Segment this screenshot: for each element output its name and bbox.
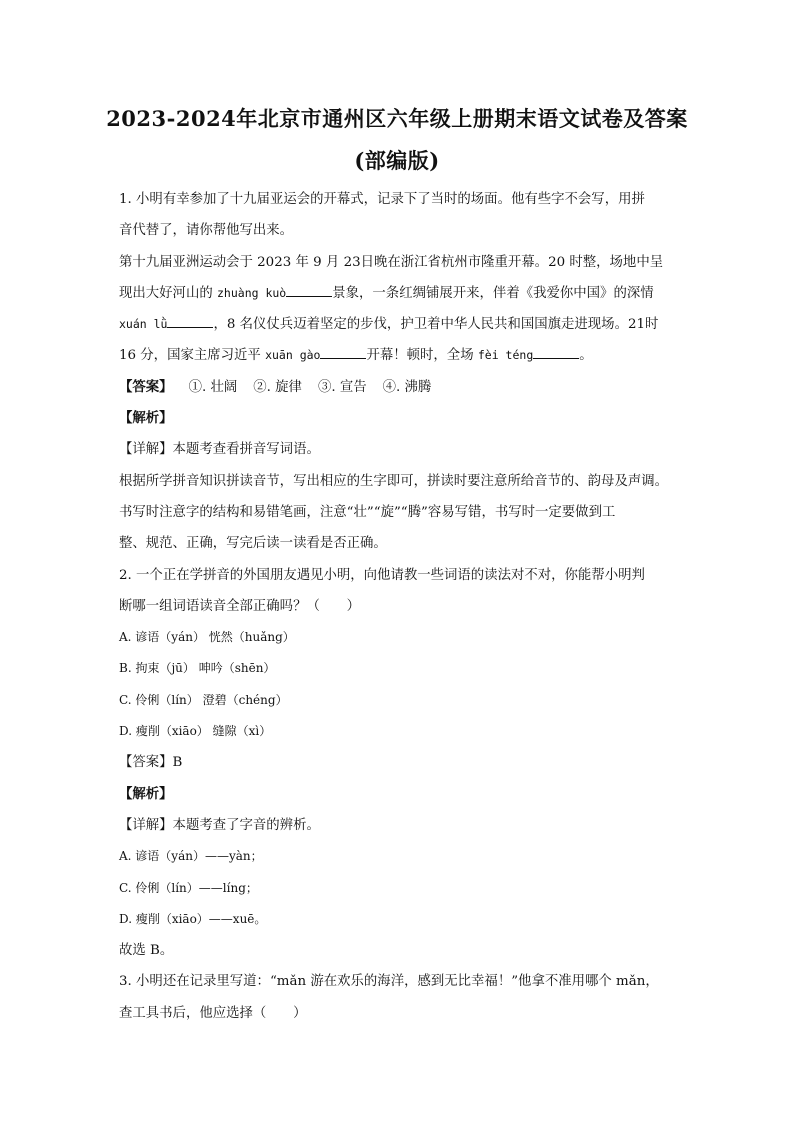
answer-blank-1[interactable] [286, 282, 332, 297]
answer-item: ④. 沸腾 [382, 379, 432, 395]
q1-explain-line-2: 书写时注意字的结构和易错笔画，注意“壮”“旋”“腾”容易写错，书写时一定要做到工 [119, 504, 616, 520]
pinyin-zhuangkuo: zhuàng kuò [217, 285, 287, 300]
q1-text-segment: 16 分，国家主席习近平 [119, 348, 266, 364]
q1-stem-line-1: 1. 小明有幸参加了十九届亚运会的开幕式，记录下了当时的场面。他有些字不会写，用拼 [119, 192, 645, 207]
q1-paragraph-line-4 [119, 340, 689, 371]
q3-stem-line-2: 查工具书后，他应选择（ ） [119, 1005, 307, 1021]
q2-stem-line-1: 2. 一个正在学拼音的外国朋友遇见小明，向他请教一些词语的读法对不对，你能帮小明判 [119, 567, 645, 583]
answer-blank-2[interactable] [167, 313, 213, 328]
q2-option-a: A. 谚语（yán） 恍然（huǎng） [119, 630, 295, 645]
q1-text-segment: 。 [579, 348, 593, 364]
q1-text-segment: ，8 名仪仗兵迈着坚定的步伐，护卫着中华人民共和国国旗走进现场。21时 [213, 317, 659, 333]
q1-text-segment: 开幕！顿时，全场 [366, 348, 478, 364]
q2-option-b: B. 拘束（jū） 呻吟（shēn） [119, 661, 276, 676]
q1-text-segment: 现出大好河山的 [119, 285, 217, 301]
pinyin-xuangao: xuān gào [265, 348, 321, 363]
q2-stem-line-2: 断哪一组词语读音全部正确吗？（ ） [119, 598, 361, 614]
q3-stem-line-1: 3. 小明还在记录里写道：“mǎn 游在欢乐的海洋，感到无比幸福！”他拿不准用哪个 mǎn， [119, 974, 659, 990]
answer-label: 【答案】 [119, 378, 173, 395]
q1-explain-line-3: 整、规范、正确，写完后读一读看是否正确。 [119, 536, 387, 552]
q1-detail: 【详解】本题考查看拼音写词语。 [119, 442, 320, 458]
q2-correction-a: A. 谚语（yán）——yàn； [119, 849, 263, 864]
pinyin-xuanlv: xuán lǜ [119, 317, 168, 332]
q1-answer-line [119, 372, 689, 403]
q1-paragraph-line-2 [119, 278, 689, 309]
answer-item: ③. 宣告 [317, 379, 367, 395]
q2-answer: 【答案】B [119, 755, 183, 771]
q2-conclusion: 故选 B。 [119, 943, 174, 959]
document-subtitle: (部编版) [354, 148, 440, 173]
q1-paragraph-line-1: 第十九届亚洲运动会于 2023 年 9 月 23日晚在浙江省杭州市隆重开幕。20 时整，场地中呈 [119, 254, 664, 270]
q1-text-segment: 景象，一条红绸铺展开来，伴着《我爱你中国》的深情 [332, 285, 654, 301]
pinyin-feiteng: fèi téng [477, 348, 534, 363]
q2-analysis-label: 【解析】 [119, 785, 173, 802]
q2-detail: 【详解】本题考查了字音的辨析。 [119, 817, 320, 833]
q1-stem-line-2: 音代替了，请你帮他写出来。 [119, 223, 294, 239]
q2-option-d: D. 瘦削（xiāo） 缝隙（xì） [119, 724, 272, 739]
answer-blank-4[interactable] [533, 344, 579, 359]
q1-explain-line-1: 根据所学拼音知识拼读音节，写出相应的生字即可，拼读时要注意所给音节的、韵母及声调。 [119, 473, 669, 489]
answer-item: ①. 壮阔 [188, 379, 238, 395]
document-body [119, 184, 689, 1029]
answer-item: ②. 旋律 [253, 379, 302, 395]
q2-option-c: C. 伶俐（lín） 澄碧（chéng） [119, 692, 288, 707]
q1-paragraph-line-3 [119, 309, 689, 340]
q1-analysis-label: 【解析】 [119, 410, 173, 427]
answer-blank-3[interactable] [320, 344, 366, 359]
q2-correction-c: C. 伶俐（lín）——líng； [119, 880, 258, 895]
document-title: 2023-2024年北京市通州区六年级上册期末语文试卷及答案 [106, 106, 688, 131]
q2-correction-d: D. 瘦削（xiāo）——xuē。 [119, 911, 267, 926]
